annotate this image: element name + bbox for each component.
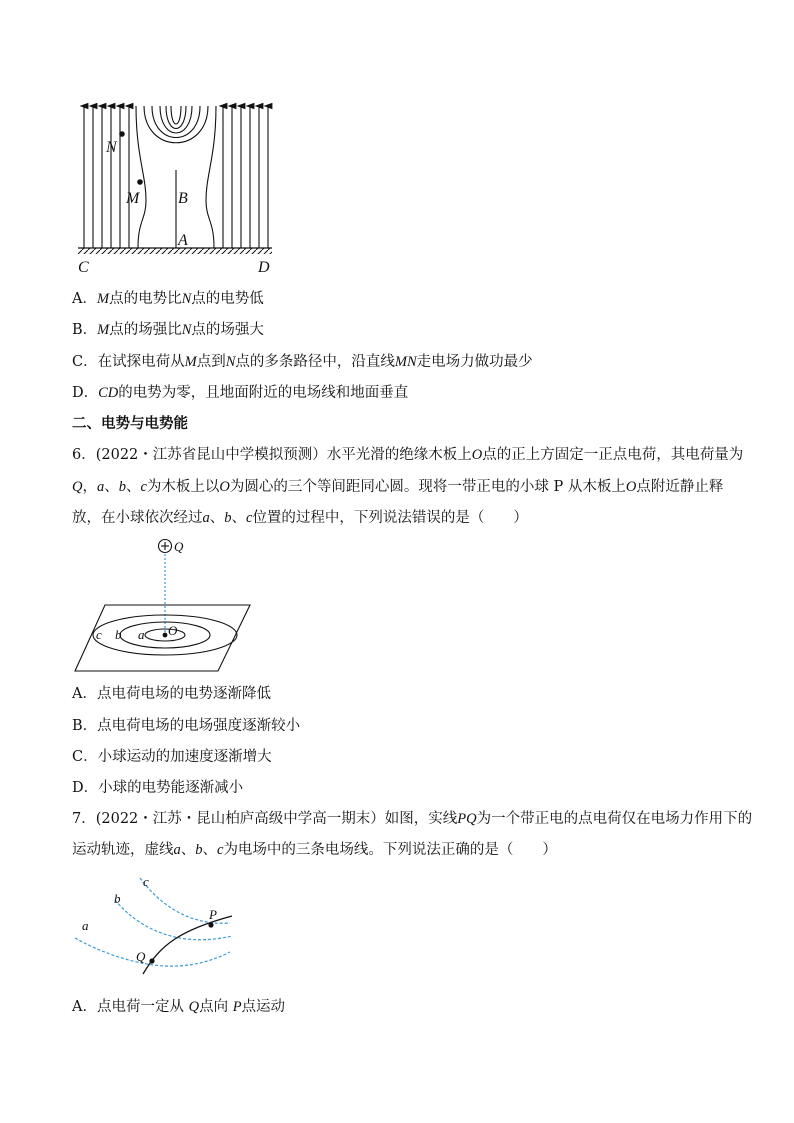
trajectory-figure (70, 870, 250, 990)
q7-option-a: A．点电荷一定从 Q点向 P点运动 (72, 999, 286, 1015)
q6-option-d: D．小球的电势能逐渐减小 (72, 780, 244, 796)
label-b: b (115, 627, 122, 642)
q6-stem-line2: Q，a、b、c为木板上以O为圆心的三个等间距同心圆。现将一带正电的小球 P 从木板上O点附近静止释 (72, 479, 724, 495)
q6-option-b: B．点电荷电场的电场强度逐渐较小 (72, 718, 301, 734)
label-a: a (82, 918, 89, 933)
label-C: C (78, 259, 89, 276)
concentric-circles-figure (70, 535, 260, 675)
q5-option-d: D．CD的电势为零，且地面附近的电场线和地面垂直 (72, 385, 409, 401)
label-b: b (114, 891, 121, 906)
label-N: N (106, 139, 117, 156)
label-P: P (209, 907, 217, 922)
field-lines-figure (76, 100, 276, 280)
label-A: A (178, 232, 188, 249)
label-Q: Q (174, 539, 184, 554)
q6-option-a: A．点电荷电场的电势逐渐降低 (72, 686, 271, 702)
q5-option-c: C．在试探电荷从M点到N点的多条路径中，沿直线MN走电场力做功最少 (72, 354, 533, 370)
label-D: D (258, 259, 270, 276)
label-M: M (126, 190, 140, 207)
label-c: c (96, 627, 102, 642)
label-c: c (143, 874, 149, 889)
q5-option-b: B．M点的场强比N点的场强大 (72, 322, 264, 338)
label-a: a (138, 627, 145, 642)
q6-option-c: C．小球运动的加速度逐渐增大 (72, 749, 272, 765)
q7-stem-line1: 7．(2022・江苏・昆山柏庐高级中学高一期末）如图，实线PQ为一个带正电的点电荷仅在电场力作用下的 (72, 811, 753, 827)
label-O: O (168, 623, 178, 638)
label-B: B (178, 190, 188, 207)
q5-option-a: A．M点的电势比N点的电势低 (72, 291, 264, 307)
q6-stem-line3: 放，在小球依次经过a、b、c位置的过程中，下列说法错误的是（ ） (72, 510, 528, 526)
q7-stem-line2: 运动轨迹，虚线a、b、c为电场中的三条电场线。下列说法正确的是（ ） (72, 842, 557, 858)
section-heading: 二、电势与电势能 (72, 415, 188, 432)
label-Q: Q (136, 949, 146, 964)
q6-stem-line1: 6．(2022・江苏省昆山中学模拟预测）水平光滑的绝缘木板上O点的正上方固定一正点电荷，其电荷量为 (72, 447, 744, 463)
